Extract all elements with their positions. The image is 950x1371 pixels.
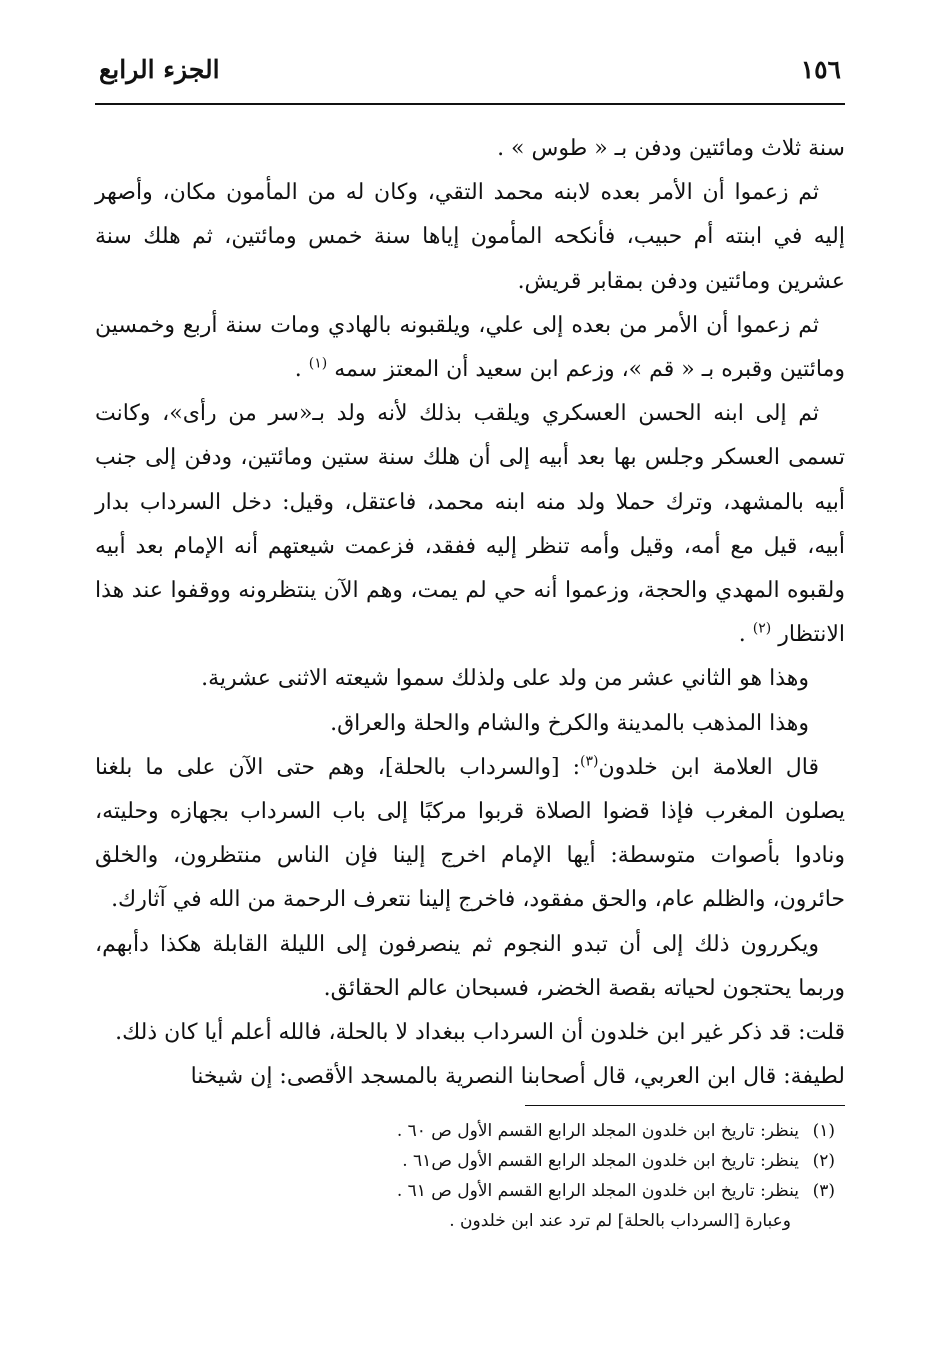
book-page — [95, 55, 845, 1325]
footnote-divider — [525, 1105, 845, 1106]
footnote-ref-3: (٣) — [580, 753, 599, 770]
footnotes — [95, 1116, 845, 1236]
page-header — [95, 55, 845, 105]
paragraph: ثم إلى ابنه الحسن العسكري ويلقب بذلك لأنه ولد بـ«سر من رأى»، وكانت تسمى العسكر وجلس بها بعد أبيه إلى أن هلك سنة ستين ومائتين، ودفن إلى جنب أبيه بالمشهد، وترك حملا ولد منه ابنه محمد، فاعتقل، وقيل: دخل السرداب بدار أبيه، قيل مع أمه، وقيل وأمه تنظر إليه ففقد، فزعمت شيعتهم أنه الإمام بعد أبيه ولقبوه المهدي والحجة، وزعموا أنه حي لم يمت، وهم الآن ينتظرونه ووقفوا عند هذا الانتظار $^{(٢)}$ . — [95, 401, 845, 648]
footnote-3: (٣)ينظر: تاريخ ابن خلدون المجلد الرابع القسم الأول ص ٦١ . — [396, 1181, 835, 1202]
section-title: الجزء الرابع — [99, 55, 220, 84]
footnote-ref-2: (٢) — [752, 620, 772, 637]
main-text — [95, 127, 845, 1099]
paragraph: قلت: قد ذكر غير ابن خلدون أن السرداب ببغداد لا بالحلة، فالله أعلم أيا كان ذلك. — [115, 1020, 845, 1046]
paragraph: لطيفة: قال ابن العربي، قال أصحابنا النصرية بالمسجد الأقصى: إن شيخنا — [190, 1064, 845, 1090]
footnote-3-continuation: وعبارة [السرداب بالحلة] لم ترد عند ابن خلدون . — [449, 1211, 791, 1232]
footnote-ref-1: (١) — [308, 355, 328, 372]
footnote-2: (٢)ينظر: تاريخ ابن خلدون المجلد الرابع القسم الأول ص٦١ . — [402, 1151, 835, 1172]
paragraph: قال العلامة ابن خلدون$^{(٣)}$: [والسرداب بالحلة]، وهم حتى الآن على ما بلغنا يصلون المغرب فإذا قضوا الصلاة قربوا مركبًا إلى باب السرداب بجهازه وحليته، ونادوا بأصوات متوسطة: أيها الإمام اخرج إلينا فإن الناس منتظرون، والخلق حائرون، والظلم عام، والحق مفقود، فاخرج إلينا نتعرف الرحمة من الله في آثارك. — [95, 753, 845, 913]
footnote-1: (١)ينظر: تاريخ ابن خلدون المجلد الرابع القسم الأول ص ٦٠ . — [396, 1121, 835, 1142]
paragraph: سنة ثلاث ومائتين ودفن بـ « طوس » . — [497, 136, 845, 161]
paragraph: ثم زعموا أن الأمر من بعده إلى علي، ويلقبونه بالهادي ومات سنة أربع وخمسين ومائتين وقبره بـ « قم »، وزعم ابن سعيد أن المعتز سمه $^{(١)}$ . — [95, 312, 845, 383]
paragraph: ويكررون ذلك إلى أن تبدو النجوم ثم ينصرفون إلى الليلة القابلة هكذا دأبهم، وربما يحتجون لحياته بقصة الخضر، فسبحان عالم الحقائق. — [95, 931, 845, 1001]
paragraph: وهذا هو الثاني عشر من ولد على ولذلك سموا شيعته الاثنى عشرية. — [201, 666, 809, 692]
paragraph: وهذا المذهب بالمدينة والكرخ والشام والحلة والعراق. — [330, 710, 809, 736]
paragraph: ثم زعموا أن الأمر بعده لابنه محمد التقي، وكان له من المأمون مكان، وأصهر إليه في ابنته أم حبيب، فأنكحه المأمون إياها سنة خمس ومائتين، ثم هلك سنة عشرين ومائتين ودفن بمقابر قريش. — [95, 180, 845, 294]
page-number: ١٥٦ — [800, 55, 841, 84]
